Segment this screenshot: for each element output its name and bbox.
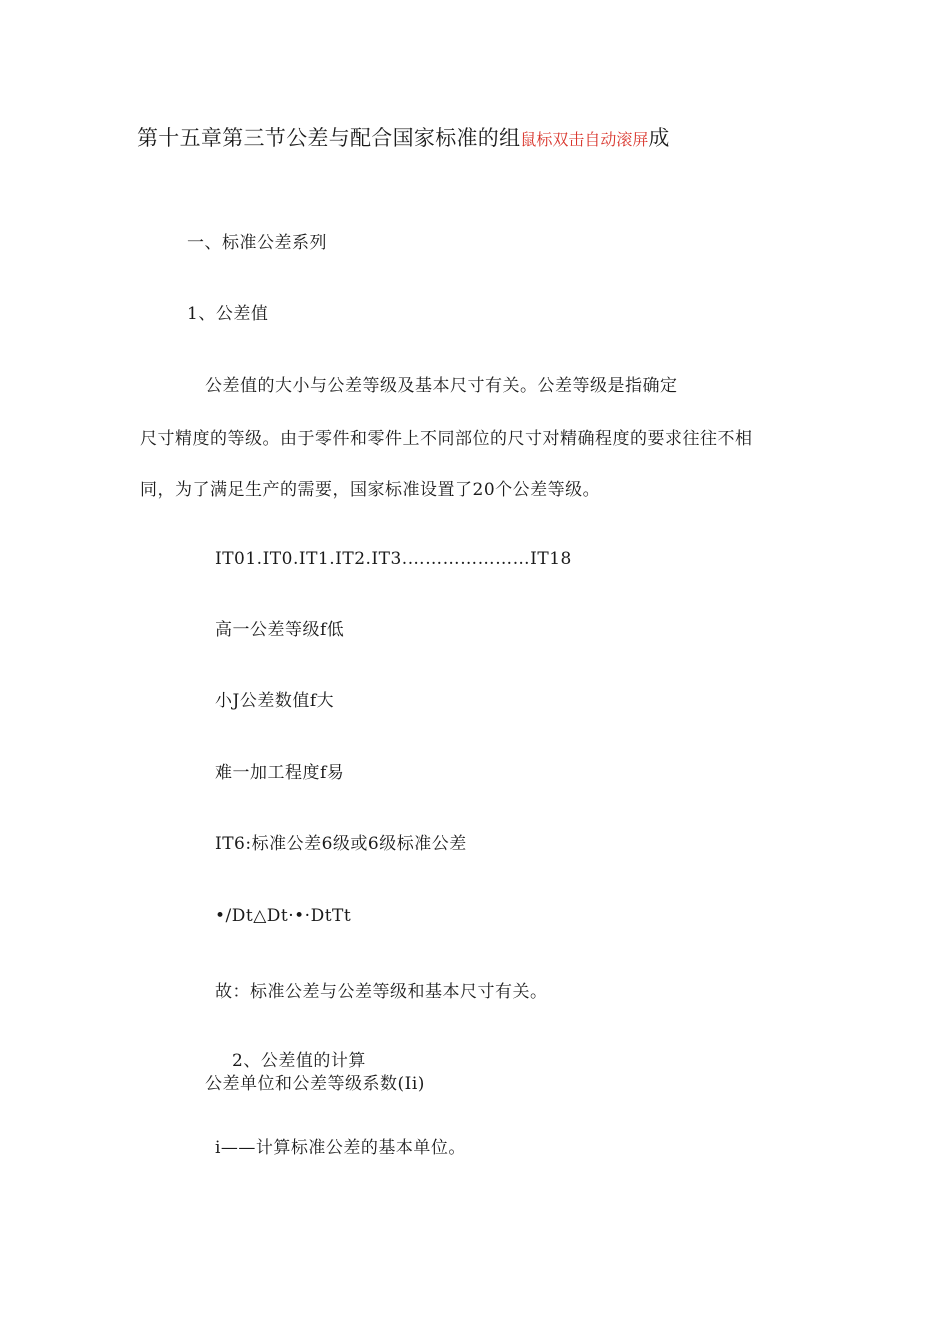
tolerance-unit-line: 公差单位和公差等级系数(Ii) bbox=[205, 1074, 425, 1094]
grade-relation-line-1: 高一公差等级f低 bbox=[215, 620, 345, 640]
subsection-heading-calculation: 2、公差值的计算 bbox=[232, 1051, 366, 1071]
grade-relation-line-3: 难一加工程度f易 bbox=[215, 763, 345, 783]
title-text-start: 第十五章第三节公差与配合国家标准的组 bbox=[137, 126, 521, 150]
auto-scroll-hint[interactable]: 鼠标双击自动滚屏 bbox=[520, 130, 649, 149]
paragraph-line-1: 公差值的大小与公差等级及基本尺寸有关。公差等级是指确定 bbox=[205, 376, 678, 396]
unit-definition-line: i——计算标准公差的基本单位。 bbox=[215, 1138, 466, 1158]
it6-definition-line: IT6:标准公差6级或6级标准公差 bbox=[215, 834, 467, 854]
title-text-end: 成 bbox=[648, 126, 670, 150]
paragraph-line-3: 同，为了满足生产的需要，国家标准设置了20个公差等级。 bbox=[140, 480, 601, 500]
grade-relation-line-2: 小J公差数值f大 bbox=[215, 691, 335, 711]
conclusion-line: 故：标准公差与公差等级和基本尺寸有关。 bbox=[215, 982, 548, 1002]
section-heading-standard-tolerance-series: 一、标准公差系列 bbox=[187, 233, 327, 253]
subsection-heading-tolerance-value: 1、公差值 bbox=[187, 304, 269, 324]
page-title bbox=[137, 124, 670, 154]
garbled-formula-line: •/Dt△Dt·•·DtTt bbox=[215, 906, 352, 926]
grade-list-line: IT01.IT0.IT1.IT2.IT3.…………………IT18 bbox=[215, 549, 572, 569]
paragraph-line-2: 尺寸精度的等级。由于零件和零件上不同部位的尺寸对精确程度的要求往往不相 bbox=[140, 429, 753, 449]
